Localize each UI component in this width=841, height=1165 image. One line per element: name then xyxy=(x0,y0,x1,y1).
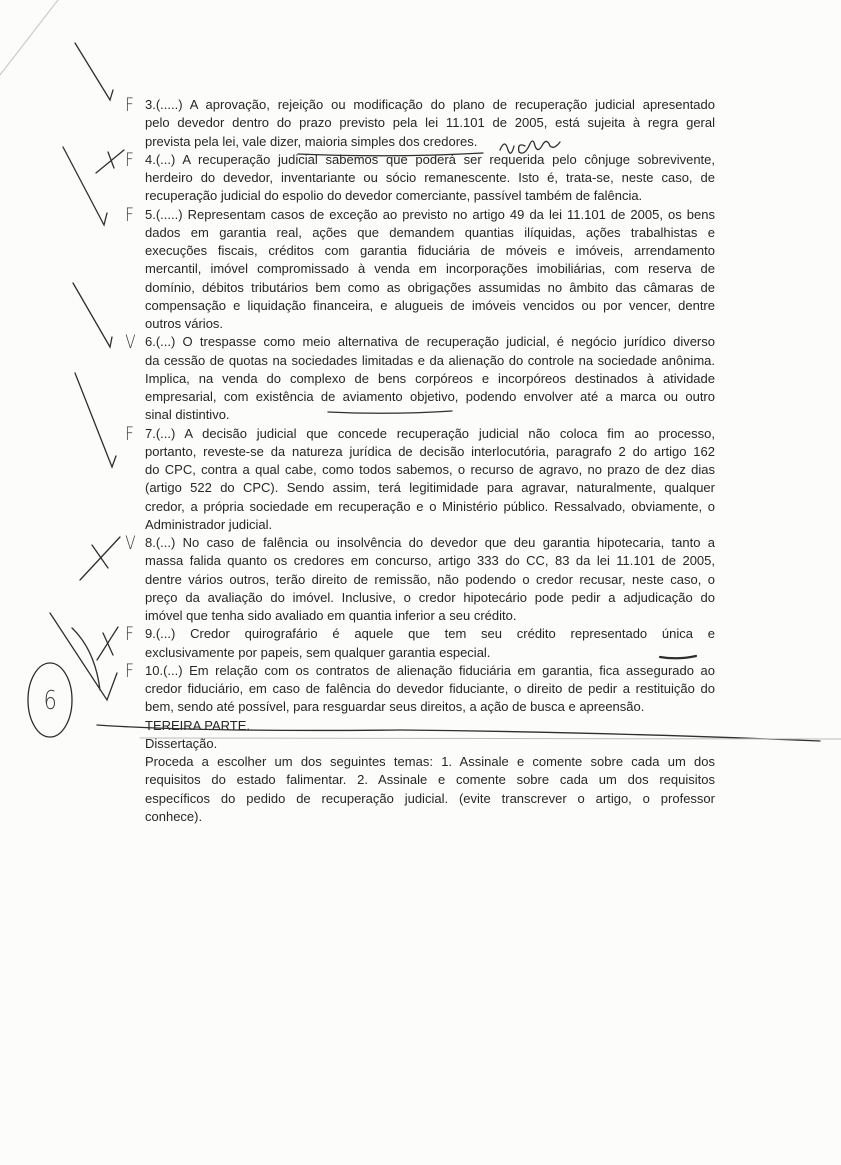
handwritten-answer-4: F xyxy=(125,148,134,171)
text-line: mercantil, imóvel compromissado à venda em incorporações imobiliárias, com reserva de xyxy=(145,261,715,277)
handwritten-comment-scribble xyxy=(500,141,560,153)
text-line: prevista pela lei, vale dizer, maioria simples dos credores. xyxy=(145,133,478,149)
handwritten-answer-5: F xyxy=(125,203,134,226)
text-line: execuções fiscais, créditos com garantia fiduciária de móveis e imóveis, arrendamento xyxy=(145,243,715,258)
text-line: específicos do pedido de recuperação judicial. (evite transcrever o artigo, o professor xyxy=(145,790,715,806)
text-line: Proceda a escolher um dos seguintes temas: 1. Assinale e comente sobre cada um dos xyxy=(145,754,715,769)
text-line: 8.(...) No caso de falência ou insolvência do devedor que deu garantia hipotecaria, tanto a xyxy=(145,535,715,550)
text-line: 5.(.....) Representam casos de exceção ao previsto no artigo 49 da lei 11.101 de 2005, os bens xyxy=(145,206,715,222)
text-line: herdeiro do devedor, inventariante ou sócio remanescente. Isto é, trata-se, neste caso, de xyxy=(145,170,715,185)
handwritten-answer-3: F xyxy=(125,94,134,116)
handwritten-answer-10: F xyxy=(125,659,134,682)
text-line: (artigo 522 do CPC). Sendo assim, terá legitimidade para agravar, naturalmente, qualquer xyxy=(145,480,715,496)
check-mark-icon-item-6 xyxy=(73,283,112,347)
text-line: 10.(...) Em relação com os contratos de alienação fiduciária em garantia, fica assegurado ao xyxy=(145,662,715,678)
check-mark-icon-item-5 xyxy=(63,147,107,225)
text-line: credor, a própria sociedade em recuperação e o Ministério público. Ressalvado, obviamente, o xyxy=(145,498,715,514)
text-line: sinal distintivo. xyxy=(145,407,230,423)
text-line: 6.(...) O trespasse como meio alternativa de recuperação judicial, é negócio jurídico diverso xyxy=(145,334,715,350)
text-line: dentre vários outros, terão direito de remissão, não podendo o credor recusar, neste caso, o xyxy=(145,571,715,587)
underline-unica xyxy=(660,656,696,658)
section-title: TEREIRA PARTE. xyxy=(145,717,250,733)
text-line: compensação e liquidação financeira, e alugueis de imóveis vencidos ou por vencer, dentre xyxy=(145,297,715,313)
text-line: do CPC, contra a qual cabe, como todos sabemos, o recurso de agravo, no prazo de dez dias xyxy=(145,462,715,477)
text-line: empresarial, com existência de aviamento objetivo, podendo envolver até a marca ou outro xyxy=(145,389,715,404)
handwritten-answer-8: V xyxy=(125,532,136,554)
text-line: bem, sendo até possível, para resguardar seus direitos, a ação de busca e apreensão. xyxy=(145,699,645,715)
scan-artifact-line xyxy=(0,0,58,75)
text-line: recuperação judicial do espolio do devedor comerciante, passível também de falência. xyxy=(145,188,643,204)
handwritten-answer-9: F xyxy=(125,623,134,646)
cross-mark-icon-item-8 xyxy=(80,537,120,580)
handwritten-answer-6: V xyxy=(125,331,136,354)
text-line: domínio, débitos tributários bem como as obrigações assumidas no âmbito das câmaras de xyxy=(145,279,715,295)
handwritten-answer-7: F xyxy=(125,422,134,445)
text-line: 3.(.....) A aprovação, rejeição ou modificação do plano de recuperação judicial apresentado xyxy=(145,97,715,112)
text-line: exclusivamente por papeis, sem qualquer garantia especial. xyxy=(145,644,491,660)
text-line: massa falida quanto os credores em concurso, artigo 333 do CC, 83 da lei 11.101 de 2005, xyxy=(145,553,715,569)
text-line: 9.(...) Credor quirografário é aquele que tem seu crédito representado única e xyxy=(145,626,715,642)
text-line: portanto, reveste-se da natureza jurídica de decisão interlocutória, paragrafo 2 do artigo 162 xyxy=(145,443,715,459)
underline-maioria-simples xyxy=(298,153,483,156)
section-subtitle: Dissertação. xyxy=(145,735,218,751)
check-mark-icon-item-3 xyxy=(75,43,113,100)
text-line: pelo devedor dentro do prazo previsto pela lei 11.101 de 2005, está sujeita à regra geral xyxy=(145,115,715,131)
cross-mark-icon-item-4 xyxy=(96,150,124,173)
text-line: da cessão de quotas na sociedades limitadas e da alienação do controle na sociedade anônima. xyxy=(145,352,715,368)
text-line: Administrador judicial. xyxy=(145,516,273,532)
text-line: credor fiduciário, em caso de falência do devedor fiduciante, o direito de pedir a restituição do xyxy=(145,681,715,696)
text-line: Implica, na venda do complexo de bens corpóreos e incorpóreos destinados à atividade xyxy=(145,370,715,386)
check-mark-icon-item-7 xyxy=(75,373,116,467)
cross-mark-icon-item-9 xyxy=(97,627,118,660)
underline-aviamento-objetivo xyxy=(328,411,452,413)
text-line: conhece). xyxy=(145,808,203,824)
score-value: 6 xyxy=(43,686,57,716)
text-line: outros vários. xyxy=(145,316,224,331)
text-line: dados em garantia real, ações que demandem quantias ilíquidas, ações trabalhistas e xyxy=(145,224,715,240)
text-line: 7.(...) A decisão judicial que concede recuperação judicial não coloca fim ao processo, xyxy=(145,425,715,441)
text-line: 4.(...) A recuperação judicial sabemos que poderá ser requerida pelo cônjuge sobrevivente, xyxy=(145,151,715,167)
text-line: imóvel que tenha sido avaliado em quantia inferior a seu crédito. xyxy=(145,608,517,623)
text-line: preço da avaliação do imóvel. Inclusive, o credor hipotecário pode pedir a adjudicação do xyxy=(145,589,715,605)
check-mark-icon-item-10 xyxy=(50,613,117,700)
text-line: requisitos do estado falimentar. 2. Assinale e comente sobre cada um dos requisitos xyxy=(145,772,715,788)
